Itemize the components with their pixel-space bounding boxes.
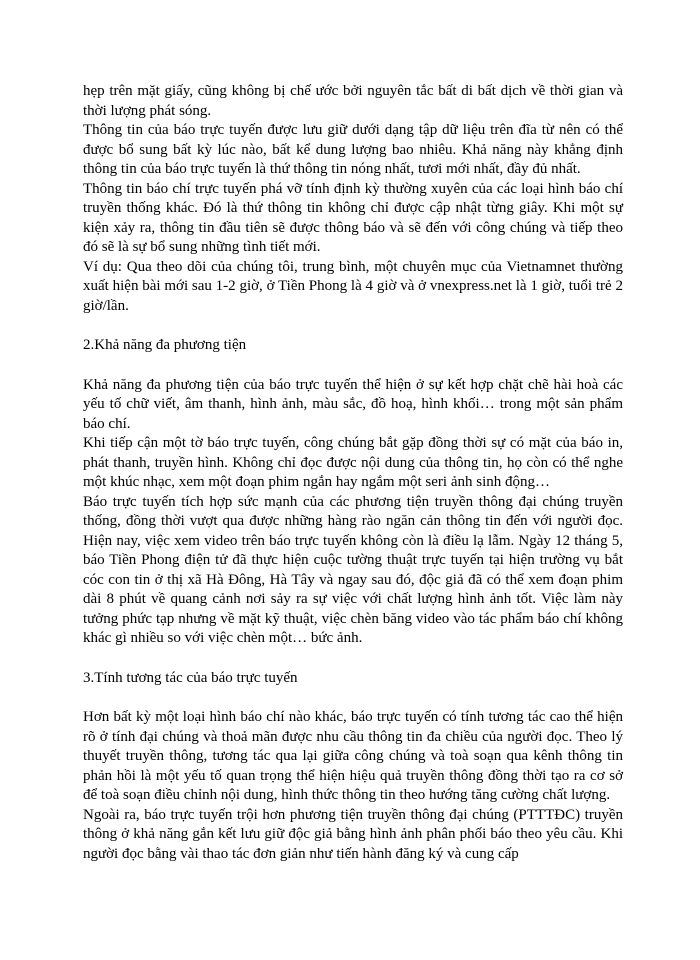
paragraph: Thông tin báo chí trực tuyến phá vỡ tính định kỳ thường xuyên của các loại hình báo chí truyền thống khác. Đó là thứ thông tin không chỉ được cập nhật từng giây. Khi một sự kiện xảy ra, thông tin đầu tiên sẽ được thông báo và sẽ đến với công chúng và tiếp theo đó sẽ là sự bổ sung những tình tiết mới. [83, 180, 623, 255]
document-body [83, 82, 623, 864]
paragraph: Thông tin của báo trực tuyến được lưu giữ dưới dạng tập dữ liệu trên đĩa từ nên có thể được bổ sung bất kỳ lúc nào, bất kể dung lượng bao nhiêu. Khả năng này khẳng định thông tin của báo trực tuyến là thứ thông tin nóng nhất, tươi mới nhất, đầy đủ nhất. [83, 122, 623, 177]
spacer [83, 316, 623, 336]
paragraph: Báo trực tuyến tích hợp sức mạnh của các phương tiện truyền thông đại chúng truyền thống, đồng thời vượt qua được những hàng rào ngăn cản thông tin đến với người đọc. Hiện nay, việc xem video trên báo trực tuyến không còn là điều lạ lẫm. Ngày 12 tháng 5, báo Tiền Phong điện tử đã thực hiện cuộc tường thuật trực tuyến tại hiện trường vụ bắt cóc con tin ở thị xã Hà Đông, Hà Tây và ngay sau đó, độc giả đã có thể xem đoạn phim dài 8 phút về quang cảnh nơi sảy ra sự việc với chất lượng hình ảnh tốt. Việc làm này tưởng phức tạp nhưng về mặt kỹ thuật, việc chèn băng video vào tác phẩm báo chí không khác gì nhiều so với việc chèn một… bức ảnh. [83, 493, 623, 646]
paragraph: Khả năng đa phương tiện của báo trực tuyến thể hiện ở sự kết hợp chặt chẽ hài hoà các yếu tố chữ viết, âm thanh, hình ảnh, màu sắc, đồ hoạ, hình khối… trong một sản phẩm báo chí. [83, 376, 623, 432]
paragraph: Ví dụ: Qua theo dõi của chúng tôi, trung bình, một chuyên mục của Vietnamnet thường xuất hiện bài mới sau 1-2 giờ, ở Tiền Phong là 4 giờ và ở vnexpress.net là 1 giờ, tuổi trẻ 2 giờ/lần. [83, 258, 623, 314]
paragraph: Ngoài ra, báo trực tuyến trội hơn phương tiện truyền thông đại chúng (PTTTĐC) truyền thông ở khả năng gắn kết lưu giữ độc giả bằng hình ảnh phân phối báo theo yêu cầu. Khi người đọc bằng vài thao tác đơn giản như tiến hành đăng ký và cung cấp [83, 806, 623, 862]
paragraph: hẹp trên mặt giấy, cũng không bị chế ước bởi nguyên tắc bất di bất dịch về thời gian và thời lượng phát sóng. [83, 83, 623, 119]
paragraph: Khi tiếp cận một tờ báo trực tuyến, công chúng bắt gặp đồng thời sự có mặt của báo in, phát thanh, truyền hình. Không chỉ đọc được nội dung của thông tin, họ còn có thể nghe một khúc nhạc, xem một đoạn phim ngắn hay ngắm một seri ảnh sinh động… [83, 435, 623, 490]
paragraph: Hơn bất kỳ một loại hình báo chí nào khác, báo trực tuyến có tính tương tác cao thể hiện rõ ở tính đại chúng và thoả mãn được nhu cầu thông tin đa chiều của người đọc. Theo lý thuyết truyền thông, tương tác qua lại giữa công chúng và toà soạn qua kênh thông tin phản hồi là một yếu tố quan trọng thể hiện hiệu quả truyền thông đồng thời tạo ra cơ sở để toà soạn điều chỉnh nội dung, hình thức thông tin theo hướng tăng cường chất lượng. [83, 709, 623, 803]
spacer [83, 356, 623, 376]
spacer [83, 649, 623, 669]
spacer [83, 688, 623, 708]
section-heading: 3.Tính tương tác của báo trực tuyến [83, 669, 298, 686]
section-heading: 2.Khả năng đa phương tiện [83, 337, 247, 353]
